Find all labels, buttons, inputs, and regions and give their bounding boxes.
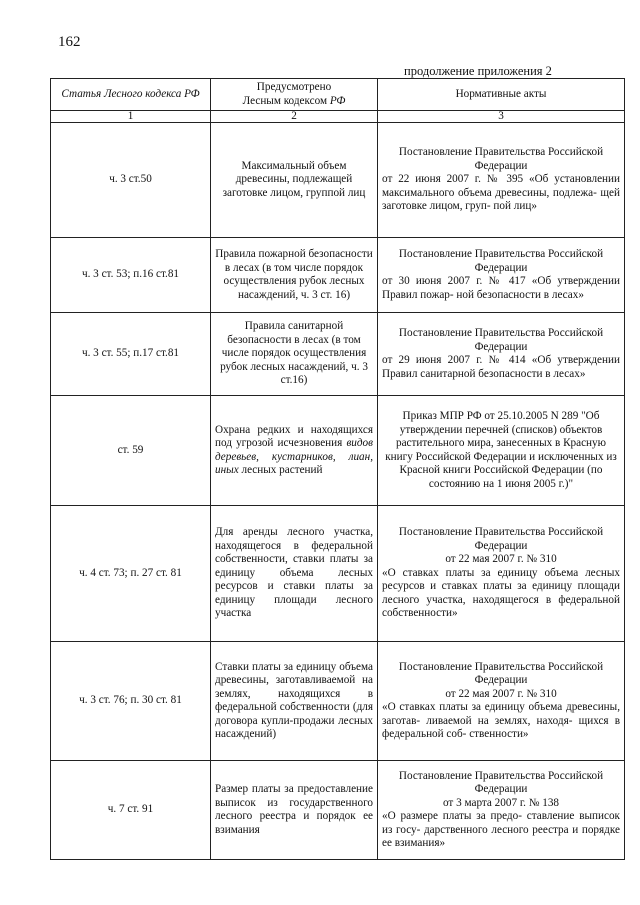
provision-cell: Ставки платы за единицу объема древесины, заготавливаемой на землях, находящихся в федеральной собственности (для договора купли-продажи лесных насаждений) xyxy=(211,642,378,761)
article-cell: ч. 3 ст. 55; п.17 ст.81 xyxy=(51,313,211,396)
act-date: от 3 марта 2007 г. № 138 xyxy=(442,796,560,809)
act-issuer: Постановление Правительства Российской Федерации xyxy=(398,526,604,552)
provision-cell: Размер платы за предоставление выписок из государственного лесного реестра и порядок ее взимания xyxy=(211,761,378,860)
provision-cell: Для аренды лесного участка, находящегося в федеральной собственности, ставки платы за единицу объема лесных ресурсов и ставки платы за единицу площади лесного участка xyxy=(211,506,378,642)
act-cell xyxy=(378,123,625,238)
act-issuer: Постановление Правительства Российской Федерации xyxy=(398,327,604,353)
table-row xyxy=(51,506,625,642)
header-provision-line2: Лесным кодексом xyxy=(242,94,330,107)
table-row xyxy=(51,238,625,313)
act-title: от 22 июня 2007 г. № 395 «Об установлении максимального объема древесины, подлежа- щей заготовке лицом, груп- пой лиц» xyxy=(382,173,620,213)
table-header-row xyxy=(51,79,625,111)
act-title: от 29 июня 2007 г. № 414 «Об утверждении Правил санитарной безопасности в лесах» xyxy=(382,354,620,380)
provision-cell xyxy=(211,396,378,506)
column-number: 3 xyxy=(378,111,625,123)
header-acts: Нормативные акты xyxy=(378,79,625,111)
article-cell: ч. 3 ст. 76; п. 30 ст. 81 xyxy=(51,642,211,761)
provision-cell: Правила санитарной безопасности в лесах (в том числе порядок осуществления рубок лесных насаждений, ч. 3 ст.16) xyxy=(211,313,378,396)
provision-cell: Правила пожарной безопасности в лесах (в том числе порядок осуществления рубок лесных насаждений, ч. 3 ст. 16) xyxy=(211,238,378,313)
header-provision-line1: Предусмотрено xyxy=(256,81,332,93)
act-title: от 30 июня 2007 г. № 417 «Об утверждении Правил пожар- ной безопасности в лесах» xyxy=(382,275,620,301)
header-provision xyxy=(211,79,378,111)
continuation-note: продолжение приложения 2 xyxy=(404,64,552,78)
article-cell: ч. 4 ст. 73; п. 27 ст. 81 xyxy=(51,506,211,642)
act-cell: Приказ МПР РФ от 25.10.2005 N 289 "Об утверждении перечней (списков) объектов растительного мира, занесенных в Красную книгу Российской Федерации и исключенных из Красной книги Российской Федерации (по состоянию на 1 июня 2005 г.)" xyxy=(378,396,625,506)
table-row xyxy=(51,123,625,238)
act-issuer: Постановление Правительства Российской Федерации xyxy=(398,769,604,795)
provision-italic-text: видов деревьев, кустарников, лиан, иных xyxy=(215,437,373,476)
table-row xyxy=(51,396,625,506)
act-title: «О размере платы за предо- ставление выписок из госу- дарственного лесного реестра и порядке ее взимания» xyxy=(382,810,620,849)
table-row xyxy=(51,313,625,396)
act-cell xyxy=(378,761,625,860)
header-article: Статья Лесного кодекса РФ xyxy=(51,79,211,111)
act-date: от 22 мая 2007 г. № 310 xyxy=(445,553,557,566)
act-issuer: Постановление Правительства Российской Федерации xyxy=(398,248,604,274)
column-number-row xyxy=(51,111,625,123)
header-provision-rf: РФ xyxy=(329,94,346,107)
act-date: от 22 мая 2007 г. № 310 xyxy=(445,687,557,700)
act-title: «О ставках платы за единицу объема лесных ресурсов и ставках платы за единицу площади лесного участка, находящегося в федеральной собственности» xyxy=(382,566,620,620)
provision-text: лесных растений xyxy=(238,464,323,476)
article-cell: ч. 3 ст. 53; п.16 ст.81 xyxy=(51,238,211,313)
table-row xyxy=(51,761,625,860)
normative-acts-table xyxy=(50,78,625,860)
act-title: «О ставках платы за единицу объема древесины, заготав- ливаемой на землях, находя- щихся в федеральной соб- ственности» xyxy=(382,701,620,740)
act-cell xyxy=(378,313,625,396)
article-cell: ч. 3 ст.50 xyxy=(51,123,211,238)
article-cell: ч. 7 ст. 91 xyxy=(51,761,211,860)
column-number: 1 xyxy=(51,111,211,123)
column-number: 2 xyxy=(211,111,378,123)
provision-text: Охрана редких и находящихся под угрозой исчезновения xyxy=(215,423,373,449)
page-number: 162 xyxy=(58,34,81,50)
act-issuer: Постановление Правительства Российской Федерации xyxy=(398,146,604,172)
act-cell xyxy=(378,642,625,761)
act-cell xyxy=(378,238,625,313)
article-cell: ст. 59 xyxy=(51,396,211,506)
table-row xyxy=(51,642,625,761)
act-cell xyxy=(378,506,625,642)
provision-cell: Максимальный объем древесины, подлежащей заготовке лицом, группой лиц xyxy=(211,123,378,238)
act-issuer: Постановление Правительства Российской Федерации xyxy=(398,660,604,686)
